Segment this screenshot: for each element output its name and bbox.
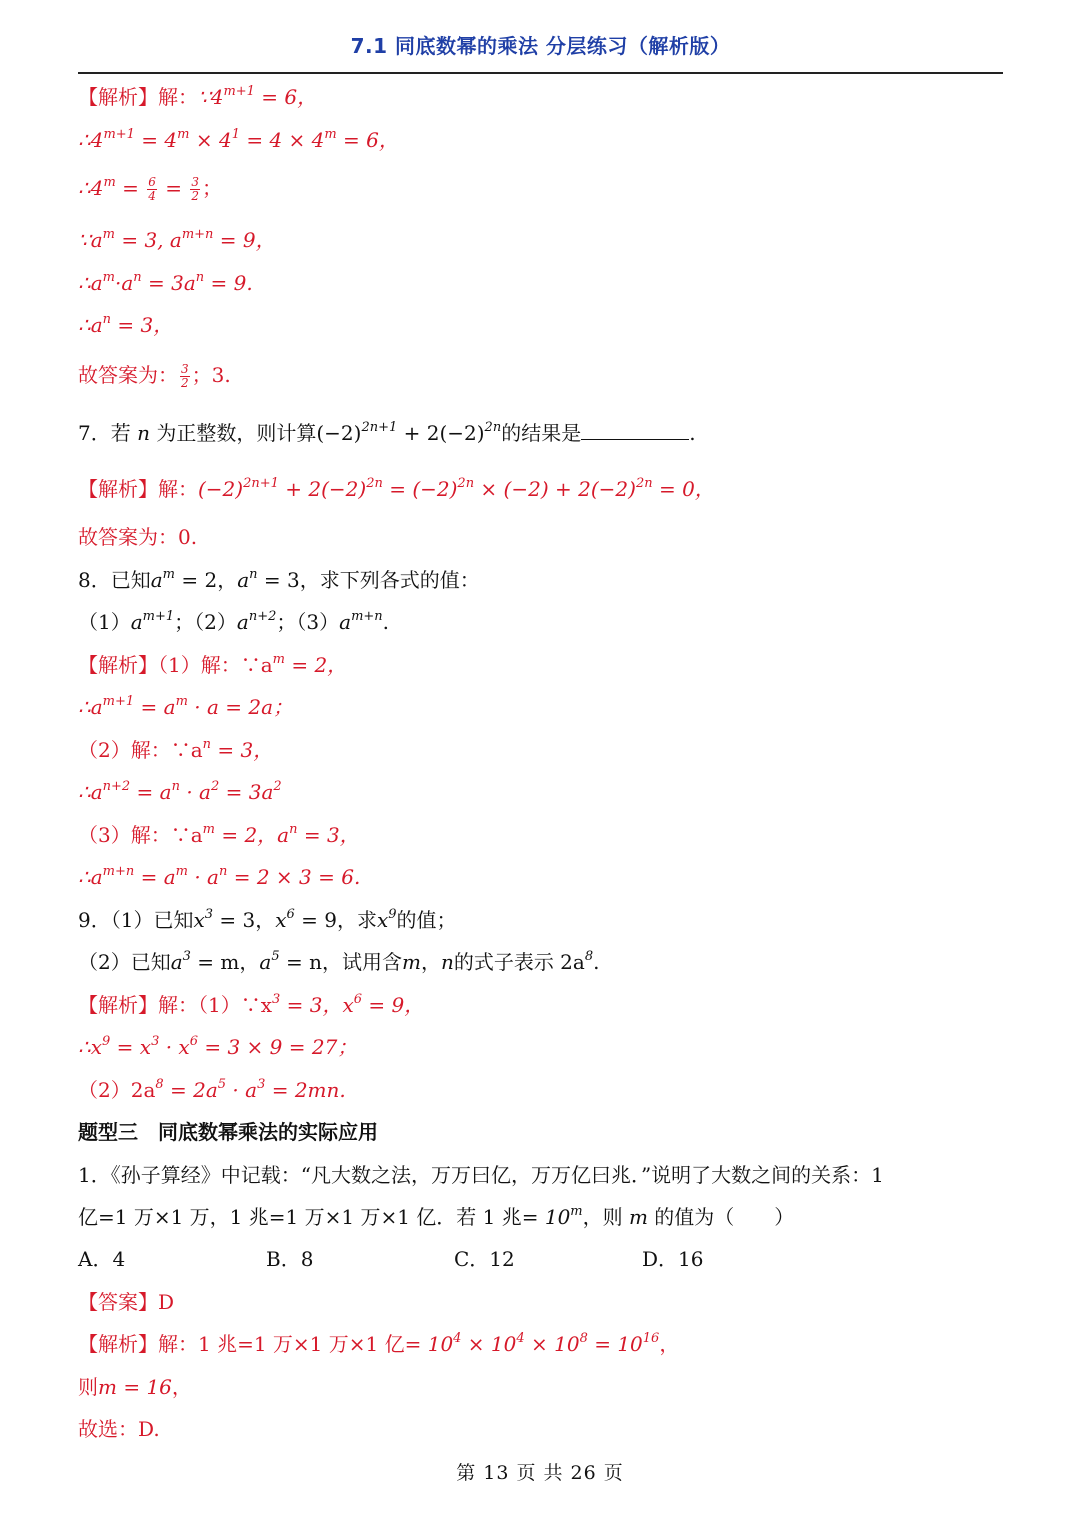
solution-line: $\because a^m = 3$, $a^{m+n} = 9$， bbox=[78, 227, 276, 252]
answer-line: 故选：D. bbox=[78, 1417, 160, 1441]
fraction: $\frac{3}{2}$ bbox=[191, 175, 200, 203]
solution-line: $\therefore a^m\cdot a^n = 3a^n = 9$. bbox=[78, 270, 253, 295]
question-text: 1．《孙子算经》中记载：“凡大数之法，万万曰亿，万万亿曰兆．”说明了大数之间的关系：1 bbox=[78, 1163, 884, 1187]
solution-line: $\therefore 4^{m+1} = 4^m \times 4^1 = 4 \times 4^m = 6$， bbox=[78, 127, 399, 152]
answer-line: 故答案为：0. bbox=[78, 525, 198, 549]
question-8: 8．已知$a^m = 2$，$a^n = 3$，求下列各式的值： bbox=[78, 567, 480, 592]
question-8-parts: $(1)a^{m+1}$；$(2)a^{n+2}$；$(3)a^{m+n}$. bbox=[78, 609, 390, 634]
question-7: 7．若 n 为正整数，则计算$(-2)^{2n+1} + 2(-2)^{2n}$的结果是 . bbox=[78, 417, 696, 447]
option-a: A．4 bbox=[78, 1247, 126, 1271]
solution-line: $(2)2a^8 = 2a^5 \cdot a^3 = 2mn$. bbox=[78, 1077, 346, 1102]
solution-line: （3）解：$\because a^m = 2$，$a^n = 3$， bbox=[78, 822, 360, 847]
section-heading: 题型三 同底数幂乘法的实际应用 bbox=[78, 1120, 378, 1144]
answer-label: 【答案】D bbox=[78, 1290, 175, 1314]
solution-line: $\therefore a^n = 3$， bbox=[78, 312, 174, 337]
solution-line: 【解析】（1）解：$\because a^m = 2$， bbox=[78, 652, 348, 677]
option-c: C．12 bbox=[454, 1247, 515, 1271]
solution-line: 【解析】解：$(-2)^{2n+1} + 2(-2)^{2n} = (-2)^{2n} \times (-2) + 2(-2)^{2n} = 0$， bbox=[78, 476, 715, 501]
question-9-part-2: （2）已知$a^3 = m$，$a^5 = n$，试用含m，n的式子表示 $2a^8$. bbox=[78, 949, 600, 974]
answer-line: 故答案为： $\frac{3}{2}$ ；3. bbox=[78, 362, 231, 390]
option-d: D．16 bbox=[642, 1247, 704, 1271]
solution-line: $\therefore a^{n+2} = a^n \cdot a^2 = 3a^2$ bbox=[78, 779, 282, 804]
fraction: $\frac{6}{4}$ bbox=[148, 175, 156, 203]
solution-line: （2）解：$\because a^n = 3$， bbox=[78, 737, 274, 762]
page-title: 7.1 同底数幂的乘法 分层练习（解析版） bbox=[350, 34, 731, 58]
solution-line: $\therefore 4^m$ = $\frac{6}{4}$ = $\frac{3}{2}$ ； bbox=[78, 175, 223, 203]
solution-line: $\therefore a^{m+n} = a^m \cdot a^n = 2 \times 3 = 6$. bbox=[78, 864, 361, 889]
question-9-part-1: 9．（1）已知$x^3 = 3$，$x^6 = 9$，求$x^9$的值； bbox=[78, 907, 457, 932]
solution-line: $\therefore x^9 = x^3 \cdot x^6 = 3 \times 9 = 27$； bbox=[78, 1034, 358, 1059]
solution-line: $\therefore a^{m+1} = a^m \cdot a = 2a$； bbox=[78, 694, 294, 719]
page-number: 第 13 页 共 26 页 bbox=[456, 1462, 624, 1484]
solution-line: 则m = 16， bbox=[78, 1375, 192, 1399]
solution-line: 【解析】解：1 兆=1 万×1 万×1 亿= $10^4 \times 10^4 \times 10^8 = 10^{16}$， bbox=[78, 1331, 680, 1356]
question-text: 亿=1 万×1 万，1 兆=1 万×1 万×1 亿．若 1 兆= $10^m$，则 m 的值为（ ） bbox=[78, 1204, 795, 1229]
fraction: $\frac{3}{2}$ bbox=[181, 362, 189, 390]
header-divider bbox=[78, 72, 1003, 74]
answer-blank bbox=[581, 417, 689, 440]
solution-line: 【解析】解：$(1)\because x^3 = 3$，$x^6 = 9$， bbox=[78, 992, 425, 1017]
option-b: B．8 bbox=[266, 1247, 314, 1271]
solution-line: 【解析】解：$\because 4^{m+1} = 6$， bbox=[78, 84, 318, 109]
